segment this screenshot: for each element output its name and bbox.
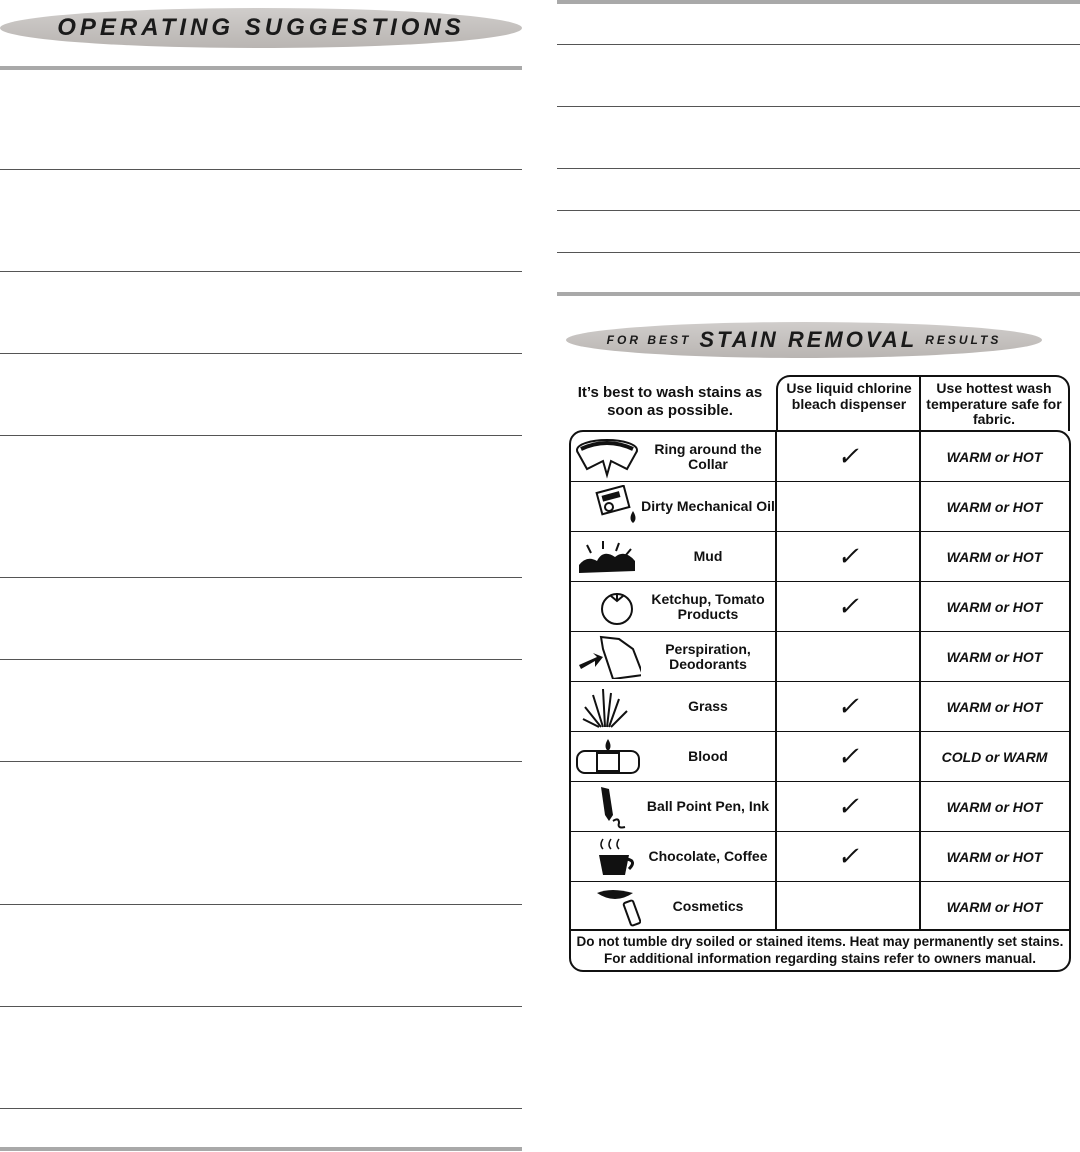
temperature-value: WARM or HOT bbox=[946, 448, 1043, 465]
header-bleach: Use liquid chlorine bleach dispenser bbox=[786, 380, 912, 412]
temperature-value: WARM or HOT bbox=[946, 498, 1043, 515]
bleach-check: ✓ bbox=[837, 691, 859, 721]
bandage-blood-icon bbox=[573, 735, 641, 779]
divider bbox=[557, 168, 1080, 169]
stain-label: Blood bbox=[688, 748, 728, 764]
temperature-value: COLD or WARM bbox=[941, 748, 1048, 765]
divider bbox=[0, 1006, 522, 1007]
table-row bbox=[571, 732, 1069, 782]
footer-line-1: Do not tumble dry soiled or stained items. Heat may permanently set stains. bbox=[576, 934, 1064, 949]
bleach-check: ✓ bbox=[837, 741, 859, 771]
stain-label: Mud bbox=[693, 548, 723, 564]
collar-icon bbox=[573, 435, 641, 479]
stain-label: Perspiration, Deodorants bbox=[665, 640, 751, 672]
divider bbox=[0, 577, 522, 578]
divider bbox=[0, 904, 522, 905]
stain-label: Ketchup, Tomato Products bbox=[651, 590, 765, 622]
coffee-cup-icon bbox=[573, 835, 641, 879]
footer-divider bbox=[571, 929, 1069, 931]
pen-icon bbox=[573, 785, 641, 829]
table-row bbox=[571, 432, 1069, 482]
divider bbox=[557, 252, 1080, 253]
table-row bbox=[571, 582, 1069, 632]
bleach-check: ✓ bbox=[837, 791, 859, 821]
stain-label: Ball Point Pen, Ink bbox=[646, 798, 770, 814]
temperature-value: WARM or HOT bbox=[946, 848, 1043, 865]
temperature-value: WARM or HOT bbox=[946, 898, 1043, 915]
stain-intro: It’s best to wash stains as soon as possible. bbox=[577, 384, 763, 419]
bleach-check bbox=[777, 882, 919, 931]
operating-suggestions-banner bbox=[0, 8, 522, 48]
divider bbox=[0, 1108, 522, 1109]
divider bbox=[0, 659, 522, 660]
temperature-value: WARM or HOT bbox=[946, 798, 1043, 815]
stain-label: Ring around the Collar bbox=[654, 440, 762, 472]
banner-main: STAIN REMOVAL bbox=[699, 327, 918, 352]
divider bbox=[0, 435, 522, 436]
table-row bbox=[571, 832, 1069, 882]
table-row bbox=[571, 532, 1069, 582]
shirt-underarm-icon bbox=[573, 635, 641, 679]
grass-icon bbox=[573, 685, 641, 729]
divider bbox=[557, 210, 1080, 211]
bleach-check bbox=[777, 632, 919, 681]
table-row bbox=[571, 682, 1069, 732]
temperature-value: WARM or HOT bbox=[946, 648, 1043, 665]
tomato-icon bbox=[573, 585, 641, 629]
banner-prefix: FOR BEST bbox=[606, 333, 692, 347]
divider bbox=[557, 44, 1080, 45]
table-row bbox=[571, 482, 1069, 532]
bleach-check bbox=[777, 482, 919, 531]
engine-oil-icon bbox=[573, 485, 641, 529]
divider bbox=[0, 66, 522, 70]
table-row bbox=[571, 782, 1069, 832]
stain-removal-banner bbox=[566, 322, 1042, 358]
divider bbox=[557, 0, 1080, 4]
divider bbox=[557, 106, 1080, 107]
bleach-check: ✓ bbox=[837, 841, 859, 871]
temperature-value: WARM or HOT bbox=[946, 598, 1043, 615]
divider bbox=[0, 761, 522, 762]
table-row bbox=[571, 882, 1069, 931]
bleach-check: ✓ bbox=[837, 441, 859, 471]
bleach-check: ✓ bbox=[837, 591, 859, 621]
operating-suggestions-title: OPERATING SUGGESTIONS bbox=[57, 14, 465, 41]
temperature-value: WARM or HOT bbox=[946, 548, 1043, 565]
lipstick-icon bbox=[573, 885, 641, 929]
divider bbox=[0, 353, 522, 354]
bleach-check: ✓ bbox=[837, 541, 859, 571]
footer-line-2: For additional information regarding stains refer to owners manual. bbox=[603, 951, 1037, 966]
mud-icon bbox=[573, 535, 641, 579]
divider bbox=[557, 292, 1080, 296]
stain-label: Chocolate, Coffee bbox=[648, 848, 768, 864]
header-temperature: Use hottest wash temperature safe for fabric. bbox=[926, 380, 1062, 427]
divider bbox=[0, 271, 522, 272]
temperature-value: WARM or HOT bbox=[946, 698, 1043, 715]
stain-footer-note bbox=[571, 933, 1069, 967]
stain-label: Cosmetics bbox=[672, 898, 744, 914]
banner-suffix: RESULTS bbox=[925, 333, 1002, 347]
table-row bbox=[571, 632, 1069, 682]
stain-label: Grass bbox=[688, 698, 728, 714]
divider bbox=[0, 1147, 522, 1151]
stain-label: Dirty Mechanical Oil bbox=[641, 498, 775, 514]
divider bbox=[0, 169, 522, 170]
